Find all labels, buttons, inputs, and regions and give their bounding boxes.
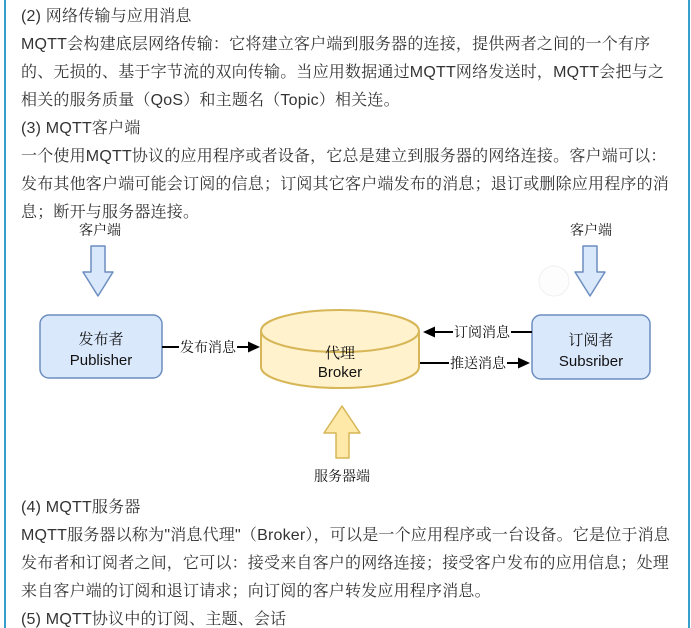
- subscriber-label-cn: 订阅者: [568, 332, 614, 349]
- broker-label-cn: 代理: [324, 345, 356, 362]
- publisher-label-en: Publisher: [69, 352, 133, 369]
- client-right-down-arrow-icon: [575, 246, 605, 296]
- section-2-title: (2) 网络传输与应用消息: [21, 8, 192, 25]
- push-arrow-label: 推送消息: [450, 355, 506, 371]
- section-2-body: MQTT会构建底层网络传输：它将建立客户端到服务器的连接，提供两者之间的一个有序的、无损的、基于字节流的双向传输。当应用数据通过MQTT网络发送时，MQTT会把与之相关的服务质量（QoS）和主题名（Topic）相关连。: [21, 36, 665, 109]
- mqtt-pubsub-diagram: [0, 218, 691, 494]
- subscribe-arrow-label: 订阅消息: [454, 324, 510, 340]
- upper-text-block: [21, 3, 671, 227]
- client-right-label: 客户端: [570, 222, 612, 238]
- section-5-title: (5) MQTT协议中的订阅、主题、会话: [21, 611, 287, 628]
- broker-label-en: Broker: [317, 364, 363, 381]
- server-up-arrow-icon: [324, 406, 360, 458]
- subscriber-label-en: Subsriber: [558, 353, 624, 370]
- subscribe-arrowhead-icon: [423, 327, 435, 338]
- section-4-title: (4) MQTT服务器: [21, 499, 141, 516]
- section-3-title: (3) MQTT客户端: [21, 120, 141, 137]
- publisher-label-cn: 发布者: [78, 331, 124, 348]
- server-label: 服务器端: [314, 468, 370, 484]
- client-left-label: 客户端: [79, 222, 121, 238]
- watermark-circle: [539, 266, 569, 296]
- push-arrowhead-icon: [518, 358, 530, 369]
- section-4-body: MQTT服务器以称为"消息代理"（Broker），可以是一个应用程序或一台设备。它是位于消息发布者和订阅者之间，它可以：接受来自客户的网络连接；接受客户发布的应用信息；处理来自客户端的订阅和退订请求；向订阅的客户转发应用程序消息。: [21, 527, 671, 600]
- publish-arrow-label: 发布消息: [180, 339, 236, 355]
- publish-arrowhead-icon: [248, 342, 260, 353]
- client-left-down-arrow-icon: [83, 246, 113, 296]
- lower-text-block: [21, 494, 671, 628]
- section-3-body: 一个使用MQTT协议的应用程序或者设备，它总是建立到服务器的网络连接。客户端可以：发布其他客户端可能会订阅的信息；订阅其它客户端发布的消息；退订或删除应用程序的消息；断开与服务器连接。: [21, 148, 670, 221]
